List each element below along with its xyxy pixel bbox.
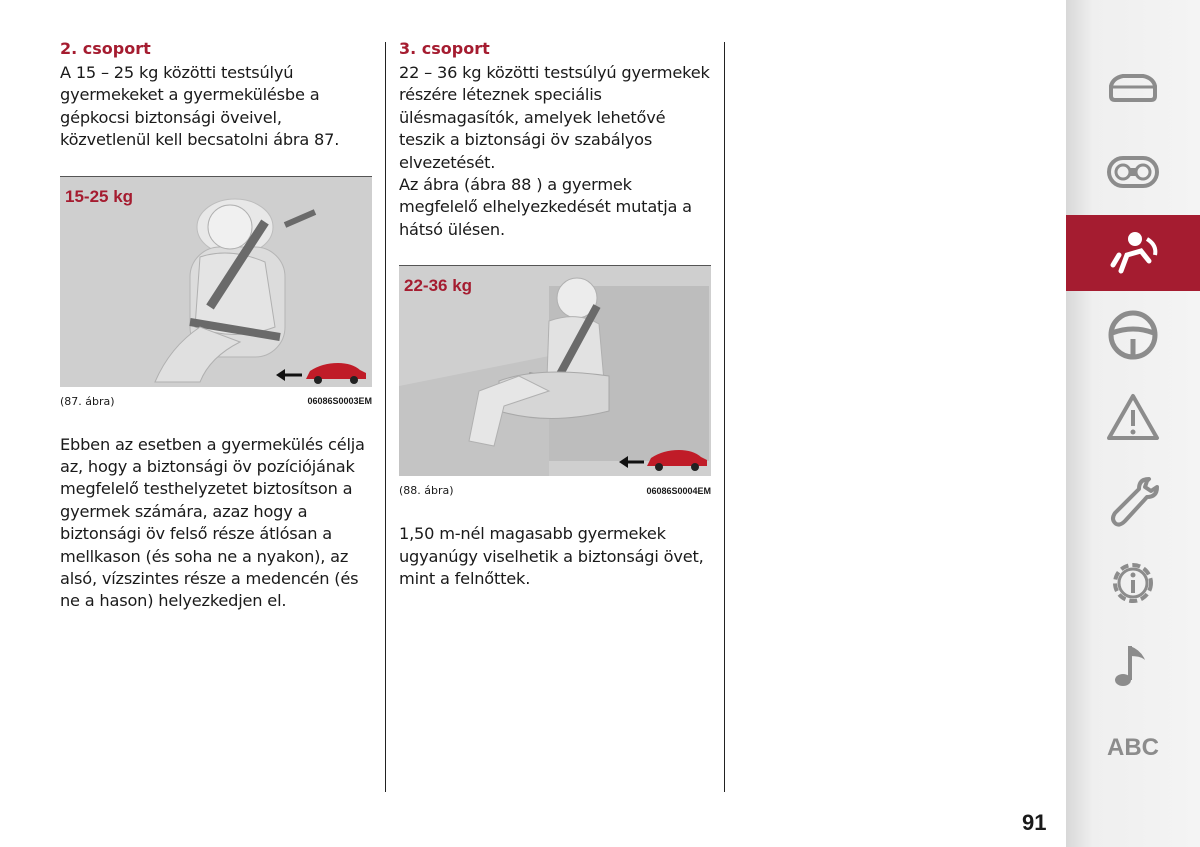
figure-87-caption: (87. ábra): [60, 394, 115, 408]
sidebar-item-multimedia[interactable]: [1066, 628, 1200, 704]
column-divider-2: [724, 42, 725, 792]
info-gear-icon: [1105, 555, 1161, 611]
figure-87-code: 06086S0003EM: [307, 396, 372, 407]
group3-intro-text: 22 – 36 kg közötti testsúlyú gyermekek részére léteznek speciális ülésmagasítók, amelyek lehetővé teszik a biztonsági öv szabályos elvezetését.: [399, 63, 710, 172]
sidebar-item-dashboard[interactable]: [1066, 134, 1200, 210]
page-number: 91: [1022, 810, 1047, 835]
sidebar-item-driving[interactable]: [1066, 297, 1200, 373]
figure-88: [399, 265, 711, 476]
car-icon: [1105, 60, 1161, 116]
section-heading-group3: 3. csoport: [399, 39, 490, 58]
steering-wheel-icon: [1105, 307, 1161, 363]
figure-88-caption: (88. ábra): [399, 484, 454, 498]
figure-88-code: 06086S0004EM: [646, 485, 711, 496]
abc-index-label: ABC: [1107, 734, 1159, 761]
sidebar-item-car[interactable]: [1066, 50, 1200, 126]
sidebar-item-safety[interactable]: [1066, 215, 1200, 291]
group3-figure-reference-text: Az ábra (ábra 88 ) a gyermek megfelelő elhelyezkedését mutatja a hátsó ülésen.: [399, 175, 692, 239]
figure-88-caption-row: [399, 484, 711, 497]
child-booster-seat-illustration: [60, 177, 372, 387]
chapter-sidebar: [1066, 0, 1200, 847]
warning-icon: [1105, 390, 1161, 446]
middle-column: [399, 38, 711, 590]
sidebar-item-maintenance[interactable]: [1066, 463, 1200, 539]
figure-87-weight-label: 15-25 kg: [65, 186, 134, 206]
dashboard-icon: [1105, 144, 1161, 200]
group3-adult-belt-text: 1,50 m-nél magasabb gyermekek ugyanúgy viselhetik a biztonsági övet, mint a felnőttek.: [399, 524, 704, 589]
child-booster-cushion-illustration: [399, 266, 711, 476]
wrench-icon: [1105, 473, 1161, 529]
music-note-icon: [1105, 638, 1161, 694]
sidebar-item-technical-data[interactable]: [1066, 545, 1200, 621]
figure-87: [60, 176, 372, 387]
column-divider-1: [385, 42, 386, 792]
figure-87-caption-row: [60, 395, 372, 408]
figure-88-weight-label: 22-36 kg: [404, 276, 473, 296]
section-heading-group2: 2. csoport: [60, 39, 151, 58]
sidebar-item-warnings[interactable]: [1066, 380, 1200, 456]
left-column: [60, 38, 372, 613]
group2-intro-text: A 15 – 25 kg közötti testsúlyú gyermekeket a gyermekülésbe a gépkocsi biztonsági öveivel, közvetlenül kell becsatolni ábra 87.: [60, 63, 340, 150]
group2-explanation-text: Ebben az esetben a gyermekülés célja az, hogy a biztonsági öv pozíciójának megfelelő testhelyzetet biztosítson a gyermek számára, azaz hogy a biztonsági öv felső része átlósan a mellkason (és soha ne a nyakon), az alsó, vízszintes része a medencén (és ne a hason) helyezkedjen el.: [60, 434, 365, 611]
airbag-safety-icon: [1105, 225, 1161, 281]
sidebar-item-index[interactable]: [1066, 710, 1200, 786]
